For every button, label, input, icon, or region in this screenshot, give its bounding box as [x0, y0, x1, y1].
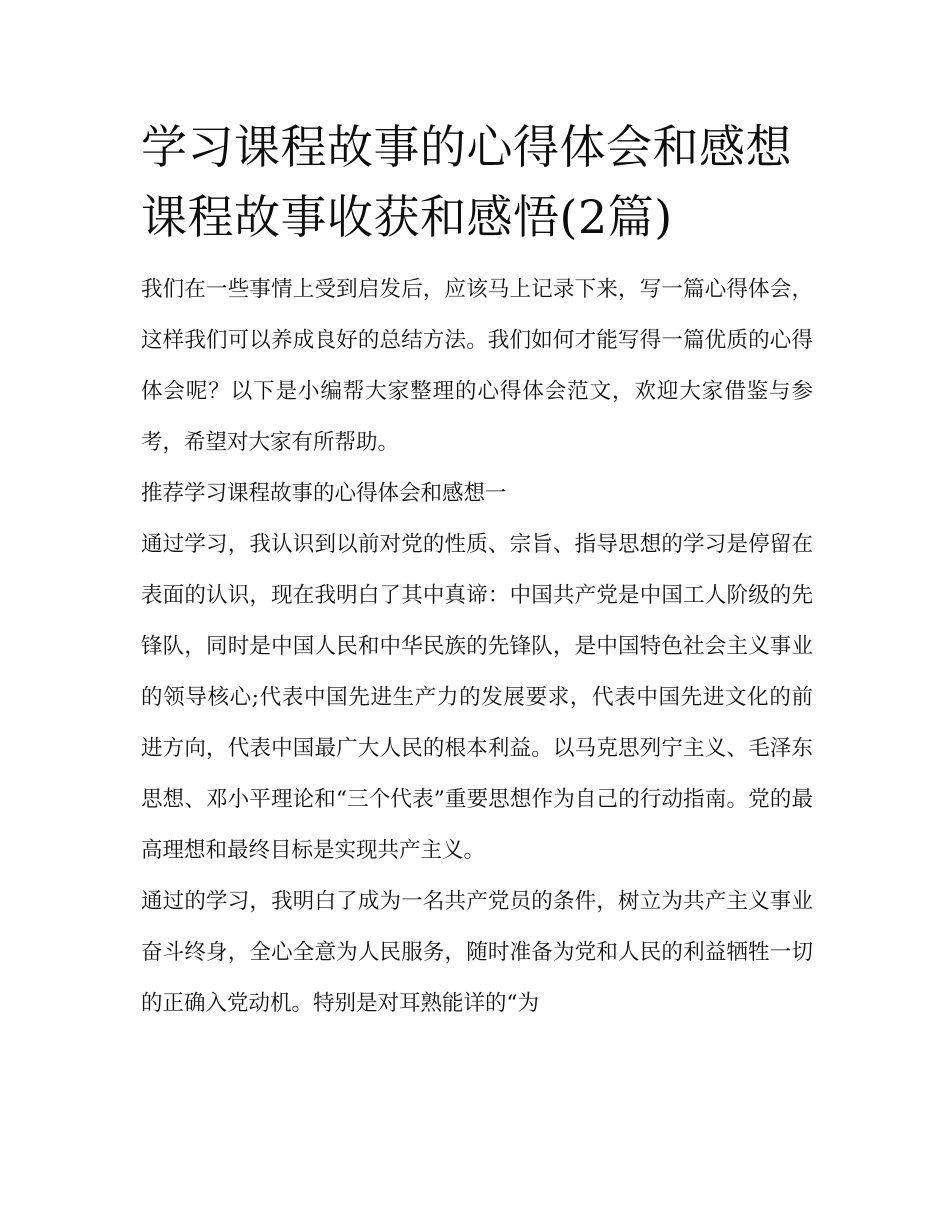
body-paragraph: 通过的学习，我明白了成为一名共产党员的条件，树立为共产主义事业奋斗终身，全心全意为人民服务，随时准备为党和人民的利益牺牲一切的正确入党动机。特别是对耳熟能详的“为: [141, 889, 813, 1016]
body-paragraph: 通过学习，我认识到以前对党的性质、宗旨、指导思想的学习是停留在表面的认识，现在我明白了其中真谛：中国共产党是中国工人阶级的先锋队，同时是中国人民和中华民族的先锋队，是中国特色社会主义事业的领导核心;代表中国先进生产力的发展要求，代表中国先进文化的前进方向，代表中国最广大人民的根本利益。以马克思列宁主义、毛泽东思想、邓小平理论和“三个代表”重要思想作为自己的行动指南。党的最高理想和最终目标是实现共产主义。: [141, 532, 813, 863]
section-heading: 推荐学习课程故事的心得体会和感想一: [141, 481, 507, 506]
document-title: 学习课程故事的心得体会和感想 课程故事收获和感悟(2篇): [141, 120, 792, 244]
intro-paragraph: 我们在一些事情上受到启发后，应该马上记录下来，写一篇心得体会，这样我们可以养成良好的总结方法。我们如何才能写得一篇优质的心得体会呢？以下是小编帮大家整理的心得体会范文，欢迎大家借鉴与参考，希望对大家有所帮助。: [141, 277, 813, 455]
document-body: [141, 112, 813, 1029]
